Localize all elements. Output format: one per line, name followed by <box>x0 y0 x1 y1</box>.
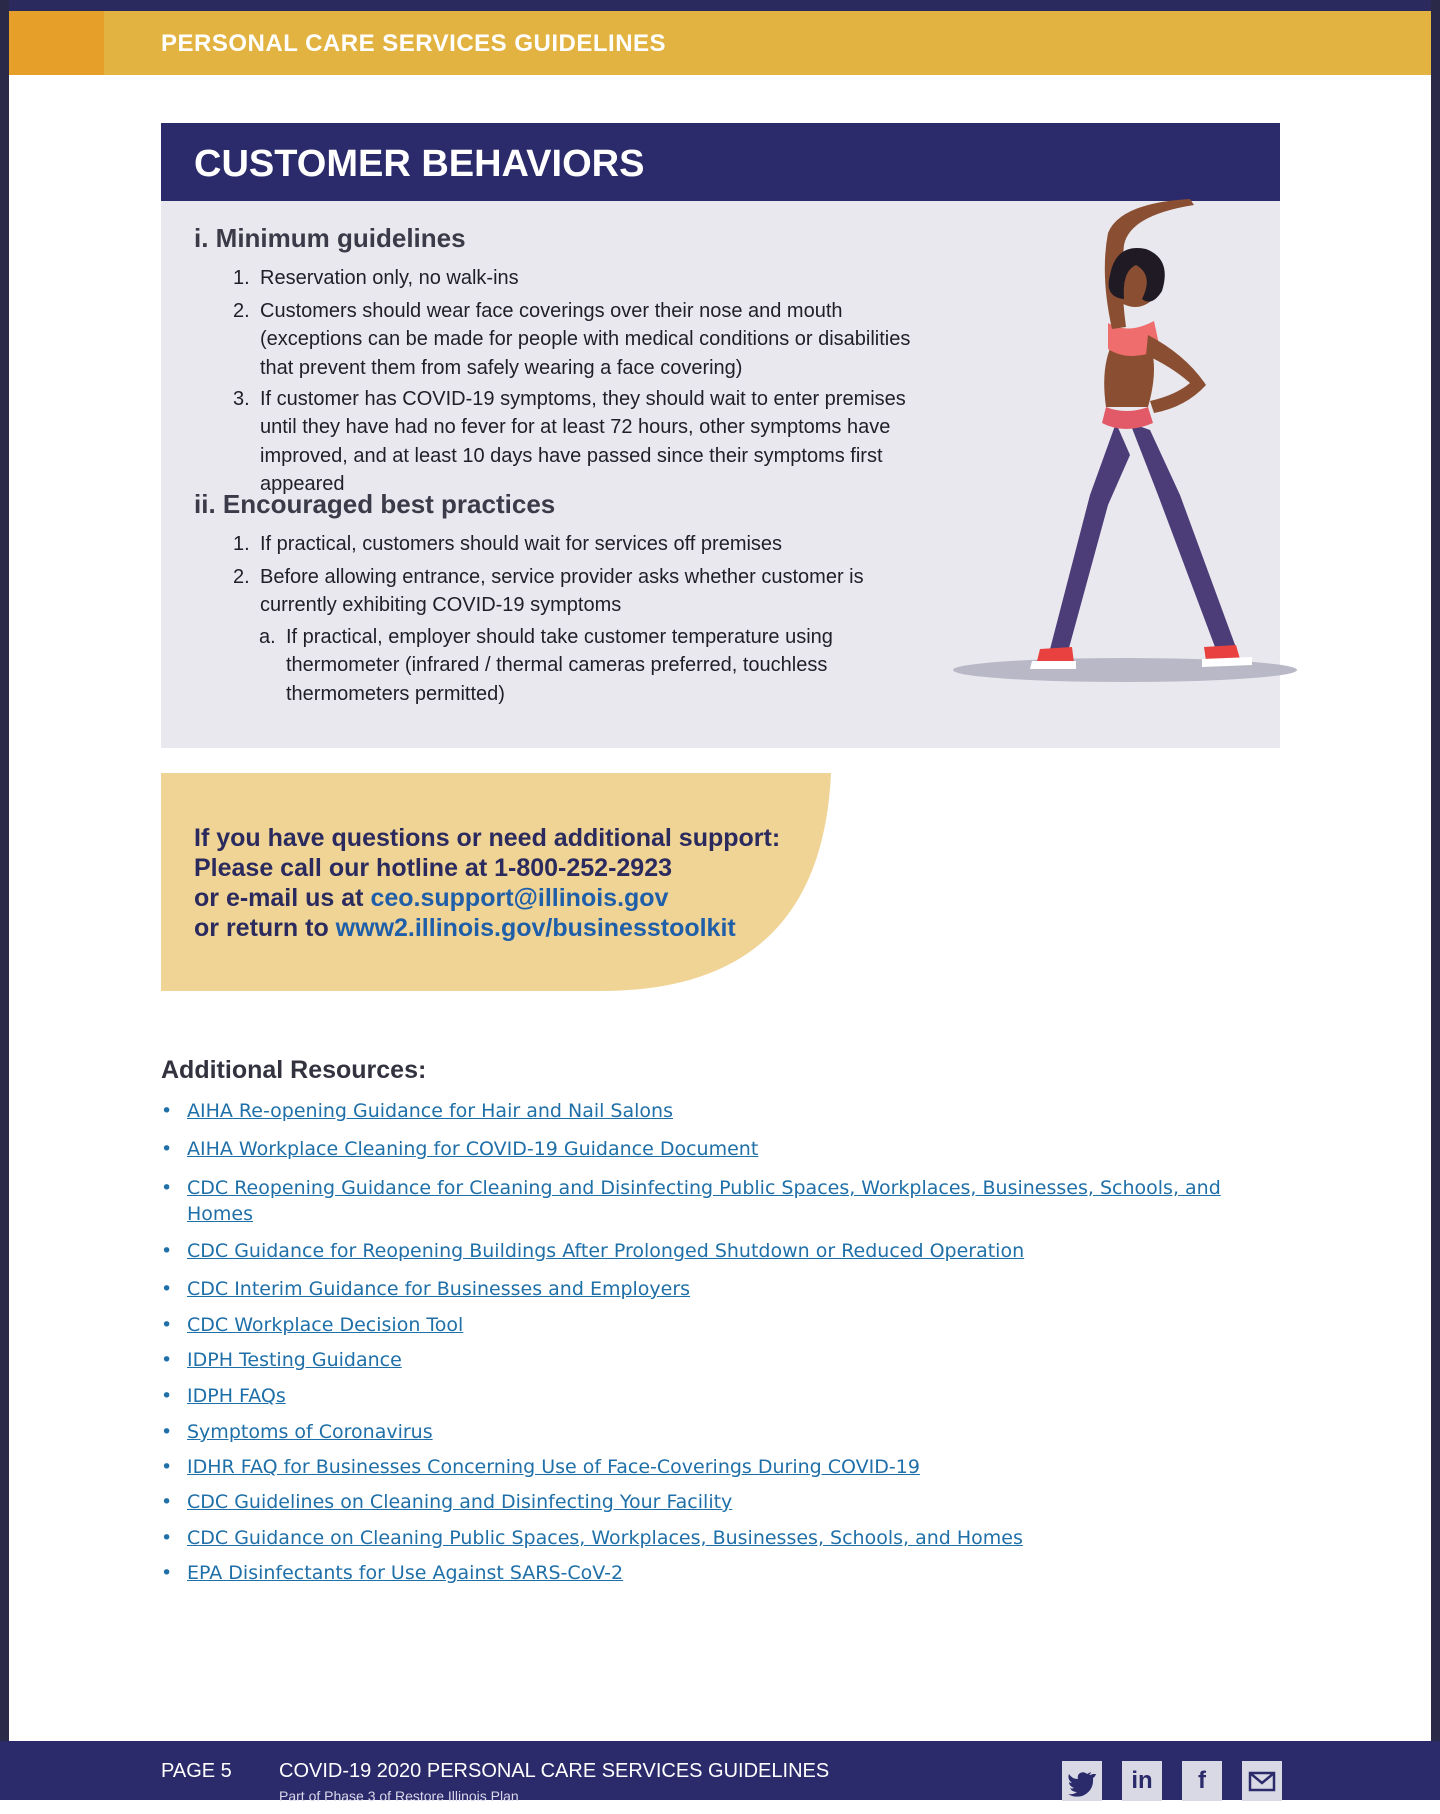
linkedin-icon[interactable]: in <box>1122 1761 1162 1801</box>
left-edge <box>0 0 9 1800</box>
minimum-item-3 <box>233 385 920 498</box>
url-prefix: or return to <box>194 914 336 942</box>
resource-link[interactable]: AIHA Re-opening Guidance for Hair and Nail Salons <box>187 1100 673 1122</box>
item-text: If customer has COVID-19 symptoms, they should wait to enter premises until they have had no fever for at least 72 hours, other symptoms have improved, and at least 10 days have passed since their symptoms first appeared <box>260 388 906 495</box>
envelope-glyph <box>1242 1761 1282 1801</box>
header-band <box>9 11 1431 75</box>
support-line-4 <box>194 913 780 943</box>
bullet: • <box>161 1562 173 1584</box>
right-edge <box>1431 0 1440 1800</box>
email-prefix: or e-mail us at <box>194 884 371 912</box>
item-number: 2. <box>233 300 250 322</box>
resource-link[interactable]: CDC Interim Guidance for Businesses and Employers <box>187 1278 691 1300</box>
item-number: a. <box>259 626 276 648</box>
item-text: If practical, employer should take customer temperature using thermometer (infrared / thermal cameras preferred, touchless thermometers permitted) <box>286 626 833 705</box>
bullet: • <box>161 1456 173 1478</box>
footer-subtitle: Part of Phase 3 of Restore Illinois Plan <box>279 1788 519 1804</box>
item-text: If practical, customers should wait for services off premises <box>260 533 783 555</box>
resource-link[interactable]: CDC Guidance on Cleaning Public Spaces, Workplaces, Businesses, Schools, and Homes <box>187 1527 1023 1549</box>
resource-link[interactable]: CDC Guidelines on Cleaning and Disinfecting Your Facility <box>187 1491 733 1513</box>
facebook-icon[interactable]: f <box>1182 1761 1222 1801</box>
business-toolkit-link[interactable]: www2.illinois.gov/businesstoolkit <box>335 914 736 942</box>
support-text <box>194 823 780 943</box>
mail-icon[interactable] <box>1242 1761 1282 1801</box>
resource-link[interactable]: EPA Disinfectants for Use Against SARS-CoV-2 <box>187 1562 624 1584</box>
encouraged-subitem-a <box>259 623 886 708</box>
resource-link[interactable]: IDPH FAQs <box>187 1385 286 1407</box>
bullet: • <box>161 1314 173 1336</box>
resource-link[interactable]: Symptoms of Coronavirus <box>187 1421 433 1443</box>
item-text: Reservation only, no walk-ins <box>260 267 519 289</box>
top-edge <box>0 0 1440 11</box>
item-number: 1. <box>233 267 250 289</box>
resource-link[interactable]: CDC Workplace Decision Tool <box>187 1314 464 1336</box>
bullet: • <box>161 1278 173 1300</box>
resource-link[interactable]: CDC Guidance for Reopening Buildings After Prolonged Shutdown or Reduced Operation <box>187 1240 1025 1262</box>
stretching-woman-illustration <box>940 195 1300 695</box>
bullet: • <box>161 1100 173 1122</box>
bullet: • <box>161 1527 173 1549</box>
bullet: • <box>161 1385 173 1407</box>
support-line-1: If you have questions or need additional support: <box>194 824 781 852</box>
support-line-2: Please call our hotline at 1-800-252-2923 <box>194 854 673 882</box>
encouraged-item-1 <box>233 530 920 558</box>
minimum-guidelines-heading: i. Minimum guidelines <box>194 223 466 253</box>
footer <box>0 1741 1440 1804</box>
minimum-item-2 <box>233 297 920 382</box>
support-callout <box>161 773 831 991</box>
encouraged-item-2 <box>233 563 920 620</box>
bullet: • <box>161 1138 173 1160</box>
resource-link[interactable]: CDC Reopening Guidance for Cleaning and Disinfecting Public Spaces, Workplaces, Businesses, Schools, and Homes <box>187 1177 1221 1225</box>
bullet: • <box>161 1177 173 1199</box>
header-title: PERSONAL CARE SERVICES GUIDELINES <box>161 30 667 57</box>
support-line-3 <box>194 883 780 913</box>
minimum-item-1 <box>233 264 860 292</box>
resource-link[interactable]: IDHR FAQ for Businesses Concerning Use of Face-Coverings During COVID-19 <box>187 1456 920 1478</box>
item-text: Customers should wear face coverings over their nose and mouth (exceptions can be made for people with medical conditions or disabilities that prevent them from safely wearing a face covering) <box>260 300 911 379</box>
page-number: PAGE 5 <box>161 1760 232 1782</box>
item-number: 2. <box>233 566 250 588</box>
resource-link[interactable]: IDPH Testing Guidance <box>187 1349 402 1371</box>
bullet: • <box>161 1421 173 1443</box>
support-email-link[interactable]: ceo.support@illinois.gov <box>370 884 669 912</box>
encouraged-practices-heading: ii. Encouraged best practices <box>194 489 556 519</box>
bullet: • <box>161 1349 173 1371</box>
twitter-bird-glyph <box>1062 1761 1102 1801</box>
item-number: 1. <box>233 533 250 555</box>
section-title: CUSTOMER BEHAVIORS <box>194 143 645 185</box>
section-header <box>161 123 1280 201</box>
bullet: • <box>161 1491 173 1513</box>
additional-resources-heading: Additional Resources: <box>161 1056 427 1084</box>
resource-link[interactable]: AIHA Workplace Cleaning for COVID-19 Guidance Document <box>187 1138 759 1160</box>
bullet: • <box>161 1240 173 1262</box>
twitter-icon[interactable] <box>1062 1761 1102 1801</box>
item-text: Before allowing entrance, service provider asks whether customer is currently exhibiting COVID-19 symptoms <box>260 566 864 617</box>
header-accent <box>9 11 104 75</box>
footer-document-title: COVID-19 2020 PERSONAL CARE SERVICES GUIDELINES <box>279 1760 830 1782</box>
item-number: 3. <box>233 388 250 410</box>
